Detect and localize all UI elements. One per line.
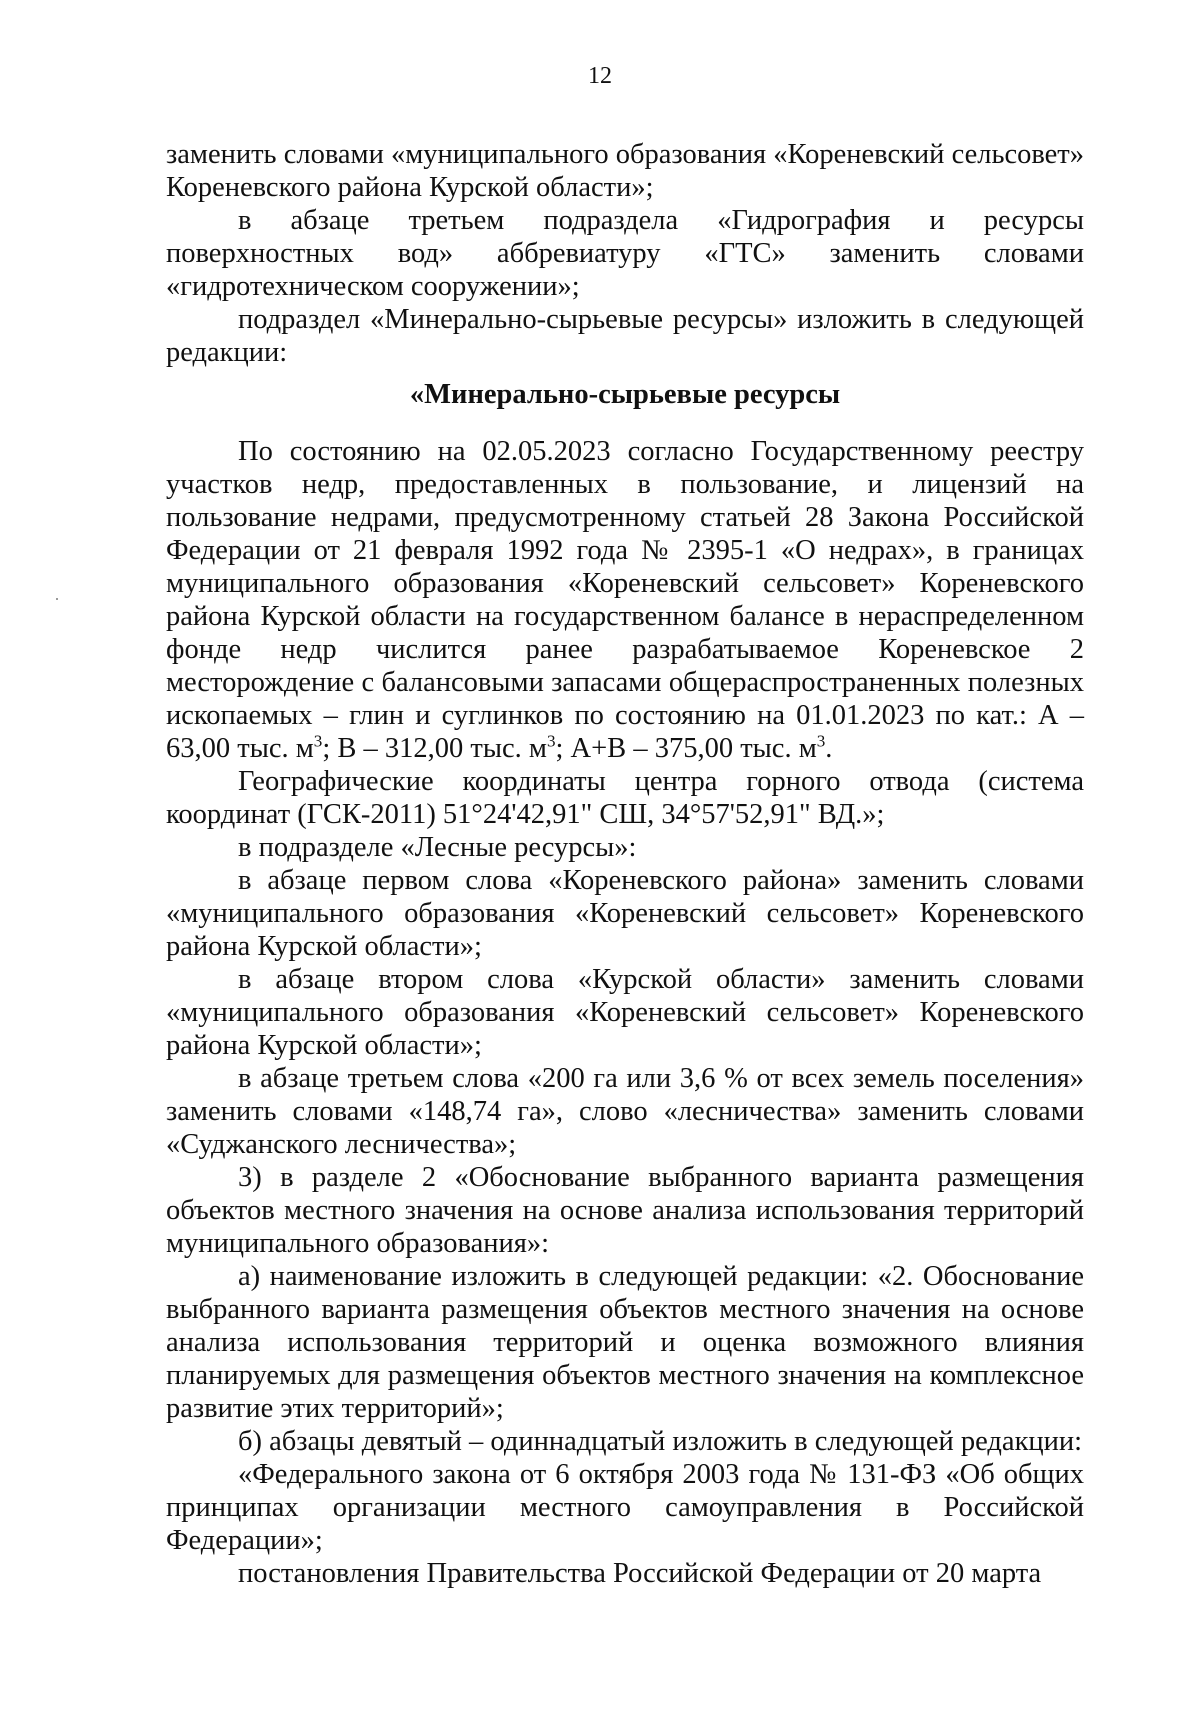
document-body xyxy=(166,138,1084,1590)
paragraph-text: ; В – 312,00 тыс. м xyxy=(322,733,547,764)
superscript: 3 xyxy=(546,731,556,751)
page-number: 12 xyxy=(588,63,612,89)
superscript: 3 xyxy=(816,731,826,751)
paragraph: в абзаце первом слова «Кореневского района» заменить словами «муниципального образования «Кореневский сельсовет» Кореневского района Курской области»; xyxy=(166,865,1084,962)
paragraph: заменить словами «муниципального образования «Кореневский сельсовет» Кореневского района Курской области»; xyxy=(166,139,1084,203)
paragraph xyxy=(166,435,1084,765)
paragraph: в подразделе «Лесные ресурсы»: xyxy=(238,832,637,863)
paragraph: Географические координаты центра горного отвода (система координат (ГСК-2011) 51°24'42,91" СШ, 34°57'52,91" ВД.»; xyxy=(166,766,1084,830)
paragraph-text: По состоянию на 02.05.2023 согласно Государственному реестру участков недр, предоставленных в пользование, и лицензий на пользование недрами, предусмотренному статьей 28 Закона Российской Федерации от 21 февраля 1992 года № 2395-1 «О недрах», в границах муниципального образования «Кореневский сельсовет» Кореневского района Курской области на государственном балансе в нераспределенном фонде недр числится ранее разрабатываемое Кореневское 2 месторождение с балансовыми запасами общераспространенных полезных ископаемых – глин и суглинков по состоянию на 01.01.2023 по кат.: А – 63,00 тыс. м xyxy=(166,436,1084,764)
paragraph: в абзаце третьем слова «200 га или 3,6 % от всех земель поселения» заменить словами «148,74 га», слово «лесничества» заменить словами «Суджанского лесничества»; xyxy=(166,1063,1084,1160)
paragraph: в абзаце третьем подраздела «Гидрография и ресурсы поверхностных вод» аббревиатуру «ГТС» заменить словами «гидротехническом сооружении»; xyxy=(166,205,1084,302)
paragraph: 3) в разделе 2 «Обоснование выбранного варианта размещения объектов местного значения на основе анализа использования территорий муниципального образования»: xyxy=(166,1162,1084,1259)
paragraph: а) наименование изложить в следующей редакции: «2. Обоснование выбранного варианта размещения объектов местного значения на основе анализа использования территорий и оценка возможного влияния планируемых для размещения объектов местного значения на комплексное развитие этих территорий»; xyxy=(166,1261,1084,1424)
section-heading: «Минерально-сырьевые ресурсы xyxy=(409,379,841,410)
paragraph: в абзаце втором слова «Курской области» заменить словами «муниципального образования «Кореневский сельсовет» Кореневского района Курской области»; xyxy=(166,964,1084,1061)
paragraph: «Федерального закона от 6 октября 2003 года № 131-ФЗ «Об общих принципах организации местного самоуправления в Российской Федерации»; xyxy=(166,1459,1084,1556)
scan-artifact xyxy=(56,598,58,600)
paragraph: б) абзацы девятый – одиннадцатый изложить в следующей редакции: xyxy=(238,1426,1083,1457)
paragraph-text: . xyxy=(825,733,833,764)
paragraph-text: ; А+В – 375,00 тыс. м xyxy=(555,733,817,764)
superscript: 3 xyxy=(313,731,323,751)
paragraph: постановления Правительства Российской Федерации от 20 марта xyxy=(238,1558,1042,1589)
paragraph: подраздел «Минерально-сырьевые ресурсы» изложить в следующей редакции: xyxy=(166,304,1084,368)
